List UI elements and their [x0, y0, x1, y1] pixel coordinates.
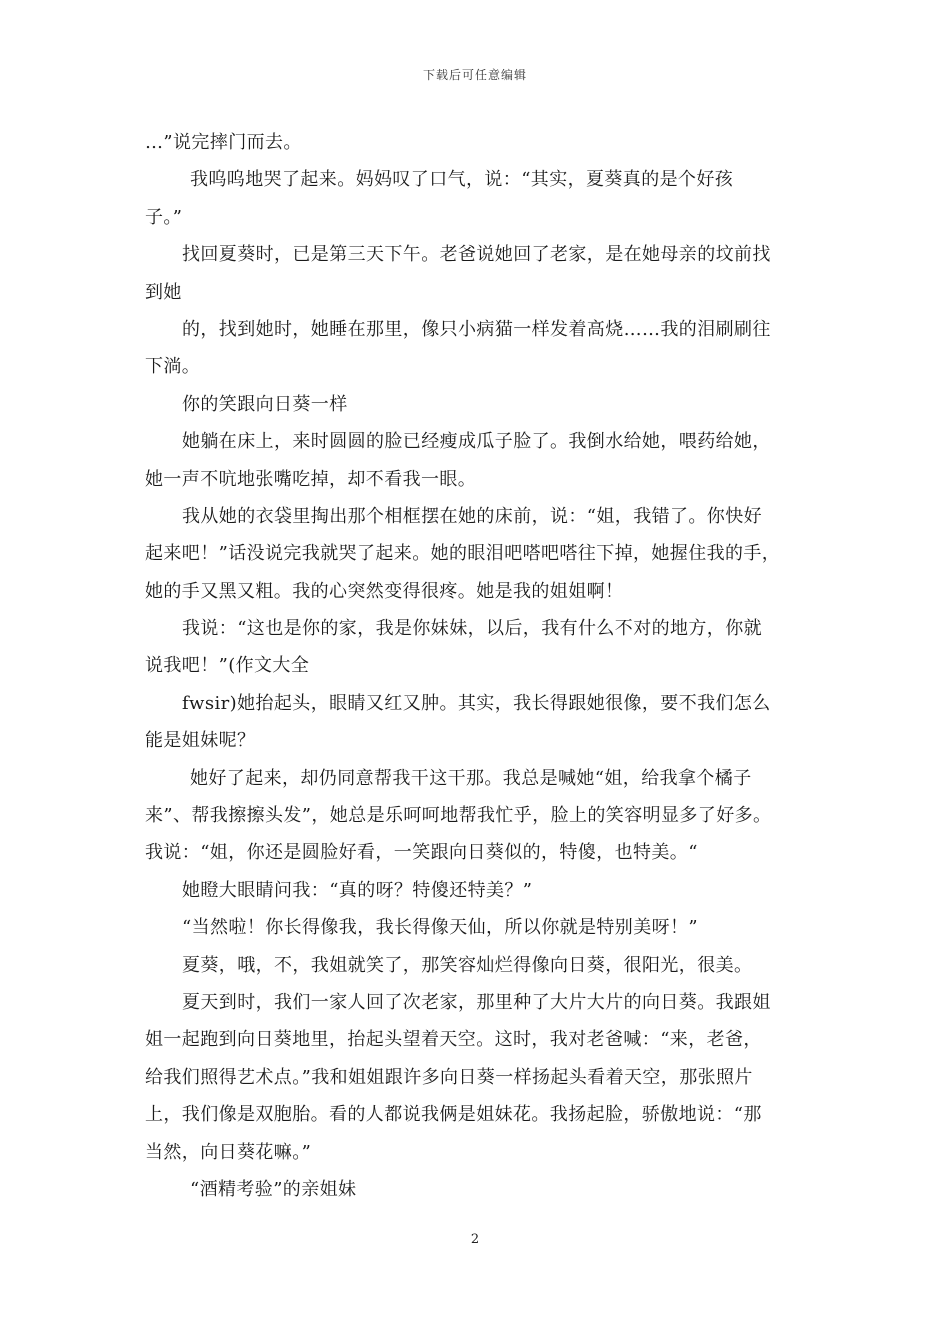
body-line: 的，找到她时，她睡在那里，像只小病猫一样发着高烧……我的泪刷刷往 [182, 318, 771, 340]
body-line: 来”、帮我擦擦头发”，她总是乐呵呵地帮我忙乎，脸上的笑容明显多了好多。 [145, 805, 772, 827]
body-line: 上，我们像是双胞胎。看的人都说我俩是姐妹花。我扬起脸，骄傲地说：“那 [145, 1104, 762, 1126]
body-line: 到她 [145, 281, 182, 303]
body-line: 给我们照得艺术点。”我和姐姐跟许多向日葵一样扬起头看着天空，那张照片 [145, 1066, 753, 1088]
body-line: 说我吧！”(作文大全 [145, 655, 310, 677]
body-line: 子。” [145, 206, 183, 228]
body-line: 起来吧！”话没说完我就哭了起来。她的眼泪吧嗒吧嗒往下掉，她握住我的手， [145, 543, 781, 565]
body-line: 她躺在床上，来时圆圆的脸已经瘦成瓜子脸了。我倒水给她，喂药给她， [182, 431, 771, 453]
body-line: 当然，向日葵花嘛。” [145, 1141, 312, 1163]
body-line: 下淌。 [145, 356, 201, 378]
body-line: 我呜呜地哭了起来。妈妈叹了口气，说：“其实，夏葵真的是个好孩 [190, 169, 734, 191]
body-line: fwsir)她抬起头，眼睛又红又肿。其实，我长得跟她很像，要不我们怎么 [182, 692, 771, 714]
page-number: 2 [470, 1232, 480, 1247]
body-line: 她瞪大眼睛问我：“真的呀？特傻还特美？” [182, 879, 533, 901]
body-line: 夏葵，哦，不，我姐就笑了，那笑容灿烂得像向日葵，很阳光，很美。 [182, 954, 753, 976]
body-line: 我从她的衣袋里掏出那个相框摆在她的床前，说：“姐，我错了。你快好 [182, 505, 762, 527]
page-header-note: 下载后可任意编辑 [422, 68, 527, 82]
section-heading: “酒精考验”的亲姐妹 [190, 1178, 357, 1200]
body-line: …”说完摔门而去。 [145, 132, 302, 153]
body-line: 能是姐妹呢？ [145, 730, 256, 752]
section-heading: 你的笑跟向日葵一样 [182, 393, 348, 415]
body-line: 我说：“姐，你还是圆脸好看，一笑跟向日葵似的，特傻，也特美。“ [145, 842, 698, 864]
body-line: 她一声不吭地张嘴吃掉，却不看我一眼。 [145, 468, 477, 490]
body-line: 她的手又黑又粗。我的心突然变得很疼。她是我的姐姐啊！ [145, 580, 624, 602]
document-body [145, 124, 825, 1208]
body-line: 我说：“这也是你的家，我是你妹妹，以后，我有什么不对的地方，你就 [182, 618, 762, 640]
body-line: 夏天到时，我们一家人回了次老家，那里种了大片大片的向日葵。我跟姐 [182, 991, 771, 1013]
body-line: 姐一起跑到向日葵地里，抬起头望着天空。这时，我对老爸喊：“来，老爸， [145, 1029, 762, 1051]
body-line: “当然啦！你长得像我，我长得像天仙，所以你就是特别美呀！” [182, 917, 699, 939]
body-line: 她好了起来，却仍同意帮我干这干那。我总是喊她“姐，给我拿个橘子 [190, 767, 752, 789]
body-line: 找回夏葵时，已是第三天下午。老爸说她回了老家，是在她母亲的坟前找 [182, 244, 771, 266]
